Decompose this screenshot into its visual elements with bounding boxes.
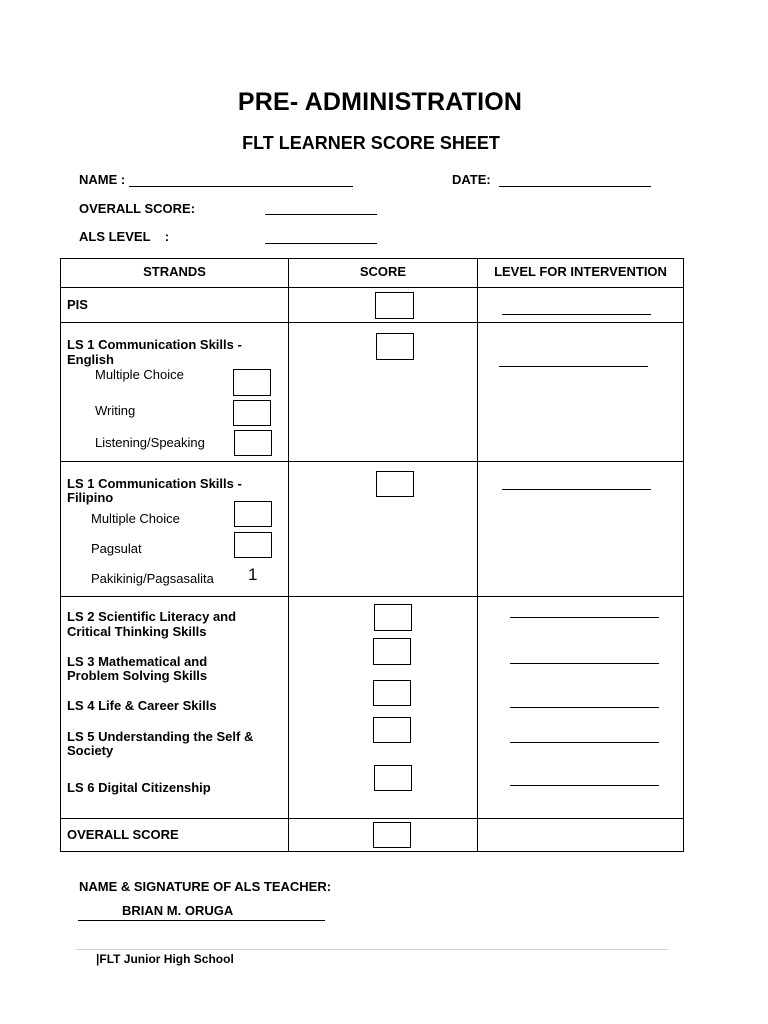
intervention-line-filipino (502, 489, 651, 490)
strand-ls4: LS 4 Life & Career Skills (67, 698, 217, 713)
intervention-line-ls3 (510, 663, 659, 664)
score-box-english[interactable] (376, 333, 414, 360)
score-box-ls5[interactable] (373, 717, 411, 743)
sub-multiple-choice-english: Multiple Choice (95, 367, 184, 382)
strand-pis: PIS (67, 297, 88, 312)
header-score: SCORE (359, 264, 407, 279)
score-box-listening-speaking[interactable] (234, 430, 272, 456)
strand-filipino-title-2: Filipino (67, 490, 114, 505)
score-box-multiple-choice-filipino[interactable] (234, 501, 272, 527)
intervention-line-pis (502, 314, 651, 315)
page-marker: 1 (248, 565, 258, 584)
strand-english-title-2: English (67, 352, 114, 367)
strand-filipino-title: LS 1 Communication Skills - (67, 476, 242, 491)
strand-ls2: LS 2 Scientific Literacy and (67, 609, 237, 624)
page-title: PRE- ADMINISTRATION (237, 88, 523, 116)
sub-writing: Writing (95, 403, 136, 418)
strand-ls5: LS 5 Understanding the Self & (67, 729, 254, 744)
teacher-signature-line (78, 920, 325, 921)
page-subtitle: FLT LEARNER SCORE SHEET (242, 133, 500, 153)
teacher-label: NAME & SIGNATURE OF ALS TEACHER: (79, 879, 332, 894)
footer-text: |FLT Junior High School (96, 952, 234, 966)
score-box-multiple-choice-english[interactable] (233, 369, 271, 396)
score-box-writing[interactable] (233, 400, 271, 426)
strand-ls5-line2: Society (67, 743, 114, 758)
score-box-filipino[interactable] (376, 471, 414, 497)
footer-rule (76, 949, 668, 950)
date-label: DATE: (452, 172, 491, 187)
score-box-ls6[interactable] (374, 765, 412, 791)
strand-ls3-line2: Problem Solving Skills (67, 668, 208, 683)
header-level-intervention: LEVEL FOR INTERVENTION (494, 264, 667, 279)
name-label: NAME : (79, 172, 126, 187)
header-strands: STRANDS (143, 264, 206, 279)
score-box-overall[interactable] (373, 822, 411, 848)
teacher-name: BRIAN M. ORUGA (122, 903, 234, 918)
strand-overall-score: OVERALL SCORE (67, 827, 179, 842)
score-box-pagsulat[interactable] (234, 532, 272, 558)
sub-pagsulat: Pagsulat (91, 541, 142, 556)
intervention-line-ls5 (510, 742, 659, 743)
intervention-line-ls6 (510, 785, 659, 786)
strand-ls2-line2: Critical Thinking Skills (67, 624, 207, 639)
score-box-ls4[interactable] (373, 680, 411, 706)
score-box-ls3[interactable] (373, 638, 411, 665)
intervention-line-ls4 (510, 707, 659, 708)
strand-ls6: LS 6 Digital Citizenship (67, 780, 211, 795)
score-box-ls2[interactable] (374, 604, 412, 631)
score-box-pis[interactable] (375, 292, 414, 319)
intervention-line-ls2 (510, 617, 659, 618)
sub-listening-speaking: Listening/Speaking (95, 435, 205, 450)
sub-multiple-choice-filipino: Multiple Choice (91, 511, 180, 526)
intervention-line-english (499, 366, 648, 367)
overall-score-label: OVERALL SCORE: (79, 201, 196, 216)
strand-ls3: LS 3 Mathematical and (67, 654, 208, 669)
strand-english-title: LS 1 Communication Skills - (67, 337, 242, 352)
sub-pakikinig-pagsasalita: Pakikinig/Pagsasalita (91, 571, 214, 586)
als-level-label: ALS LEVEL : (79, 229, 170, 244)
